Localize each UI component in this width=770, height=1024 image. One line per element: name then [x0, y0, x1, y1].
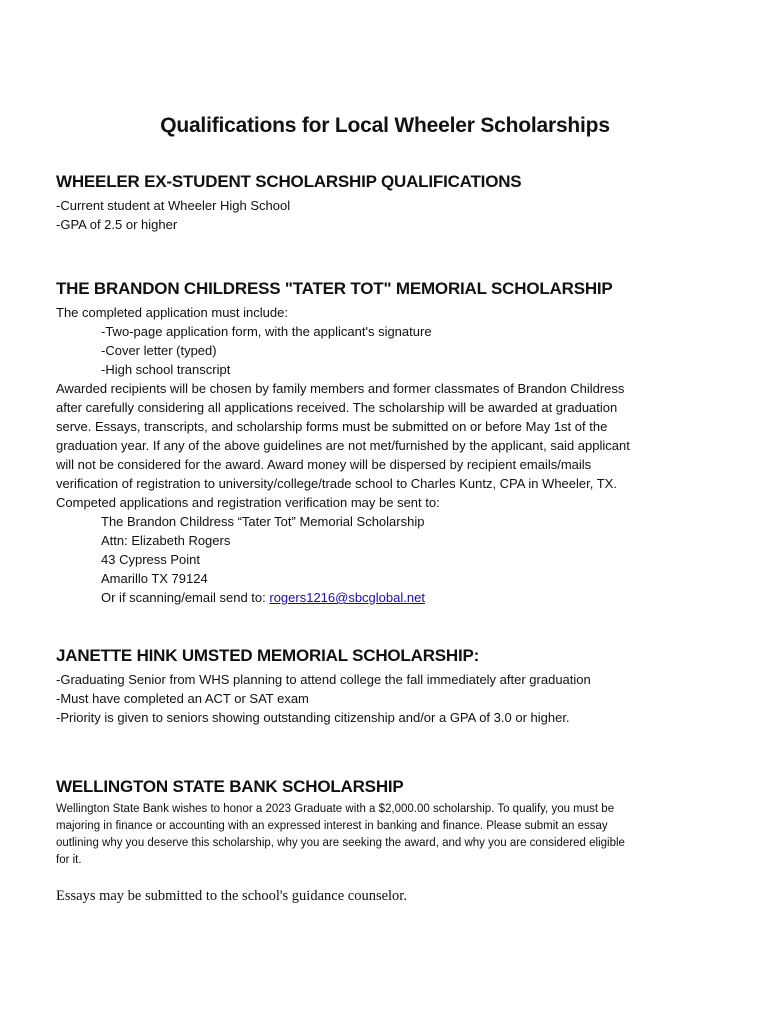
wellington-line: outlining why you deserve this scholarship, why you are seeking the award, and why you are considered eligible [56, 837, 625, 849]
brandon-paragraph-line: after carefully considering all applications received. The scholarship will be awarded at graduation [56, 400, 618, 415]
address-line: 43 Cypress Point [101, 552, 200, 567]
email-link[interactable]: rogers1216@sbcglobal.net [269, 590, 425, 605]
janette-line: -Graduating Senior from WHS planning to attend college the fall immediately after graduation [56, 672, 591, 687]
janette-line: -Priority is given to seniors showing outstanding citizenship and/or a GPA of 3.0 or higher. [56, 710, 570, 725]
email-line [56, 588, 696, 607]
brandon-paragraph-line: will not be considered for the award. Award money will be dispersed by recipient emails/mails [56, 457, 592, 472]
wellington-note: Essays may be submitted to the school's guidance counselor. [56, 888, 407, 904]
address-line: Attn: Elizabeth Rogers [101, 533, 231, 548]
brandon-intro: The completed application must include: [56, 305, 288, 320]
ex-student-line: -GPA of 2.5 or higher [56, 217, 178, 232]
page-title: Qualifications for Local Wheeler Scholarships [160, 114, 610, 137]
brandon-paragraph-line: Awarded recipients will be chosen by family members and former classmates of Brandon Childress [56, 381, 625, 396]
requirement-item: -Cover letter (typed) [101, 343, 217, 358]
wellington-line: majoring in finance or accounting with an expressed interest in banking and finance. Please submit an essay [56, 820, 608, 832]
requirement-item: -Two-page application form, with the applicant's signature [101, 324, 432, 339]
janette-heading: JANETTE HINK UMSTED MEMORIAL SCHOLARSHIP: [56, 646, 480, 665]
ex-student-heading: WHEELER EX-STUDENT SCHOLARSHIP QUALIFICATIONS [56, 172, 522, 191]
wellington-heading: WELLINGTON STATE BANK SCHOLARSHIP [56, 777, 404, 796]
janette-section [56, 646, 696, 727]
address-line: The Brandon Childress “Tater Tot” Memorial Scholarship [101, 514, 425, 529]
brandon-paragraph-line: verification of registration to university/college/trade school to Charles Kuntz, CPA in Wheeler, TX. [56, 476, 617, 491]
brandon-paragraph-line: graduation year. If any of the above guidelines are not met/furnished by the applicant, said applicant [56, 438, 630, 453]
requirement-item: -High school transcript [101, 362, 231, 377]
ex-student-section [56, 172, 696, 234]
wellington-line: for it. [56, 854, 82, 866]
brandon-paragraph-line: Competed applications and registration verification may be sent to: [56, 495, 440, 510]
email-prefix: Or if scanning/email send to: [101, 590, 270, 605]
janette-line: -Must have completed an ACT or SAT exam [56, 691, 309, 706]
wellington-line: Wellington State Bank wishes to honor a 2023 Graduate with a $2,000.00 scholarship. To qualify, you must be [56, 803, 615, 815]
address-line: Amarillo TX 79124 [101, 571, 208, 586]
brandon-heading: THE BRANDON CHILDRESS "TATER TOT" MEMORIAL SCHOLARSHIP [56, 279, 613, 298]
brandon-paragraph-line: serve. Essays, transcripts, and scholarship forms must be submitted on or before May 1st of the [56, 419, 608, 434]
brandon-section [56, 279, 696, 607]
ex-student-line: -Current student at Wheeler High School [56, 198, 291, 213]
wellington-section [56, 777, 696, 906]
